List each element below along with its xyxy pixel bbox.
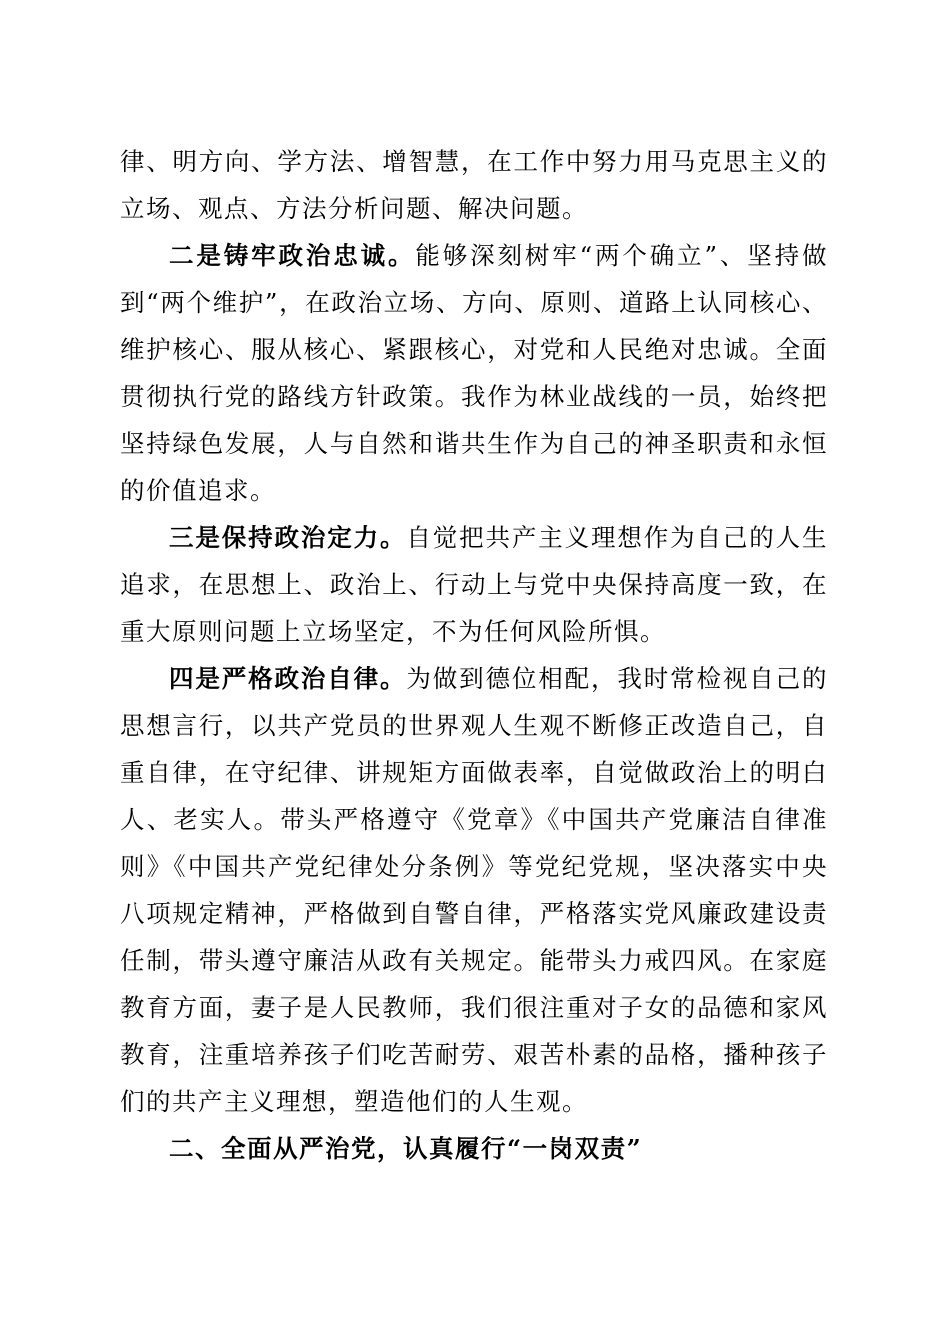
paragraph-text: 自觉把共产主义理想作为自己的人生追求，在思想上、政治上、行动上与党中央保持高度一致，在重大原则问题上立场坚定，不为任何风险所惧。 xyxy=(120,523,828,646)
paragraph-political-self-discipline xyxy=(120,655,828,1125)
document-page xyxy=(120,138,828,1172)
paragraph-text: 为做到德位相配，我时常检视自己的思想言行，以共产党员的世界观人生观不断修正改造自己，自重自律，在守纪律、讲规矩方面做表率，自觉做政治上的明白人、老实人。带头严格遵守《党章》《中国共产党廉洁自律准则》《中国共产党纪律处分条例》等党纪党规，坚决落实中央八项规定精神，严格做到自警自律，严格落实党风廉政建设责任制，带头遵守廉洁从政有关规定。能带头力戒四风。在家庭教育方面，妻子是人民教师，我们很注重对子女的品德和家风教育，注重培养孩子们吃苦耐劳、艰苦朴素的品格，播种孩子们的共产主义理想，塑造他们的人生观。 xyxy=(120,664,828,1116)
paragraph-text: 律、明方向、学方法、增智慧，在工作中努力用马克思主义的立场、观点、方法分析问题、解决问题。 xyxy=(120,147,828,223)
paragraph-political-resolve xyxy=(120,514,828,655)
section-heading: 二、全面从严治党，认真履行“一岗双责” xyxy=(169,1134,643,1163)
paragraph-political-loyalty xyxy=(120,232,828,514)
paragraph-lead: 四是严格政治自律。 xyxy=(169,664,407,693)
paragraph-text: 能够深刻树牢“两个确立”、坚持做到“两个维护”，在政治立场、方向、原则、道路上认同核心、维护核心、服从核心、紧跟核心，对党和人民绝对忠诚。全面贯彻执行党的路线方针政策。我作为林业战线的一员，始终把坚持绿色发展，人与自然和谐共生作为自己的神圣职责和永恒的价值追求。 xyxy=(120,241,828,505)
paragraph-continuation xyxy=(120,138,828,232)
paragraph-lead: 三是保持政治定力。 xyxy=(169,523,407,552)
paragraph-lead: 二是铸牢政治忠诚。 xyxy=(169,241,416,270)
